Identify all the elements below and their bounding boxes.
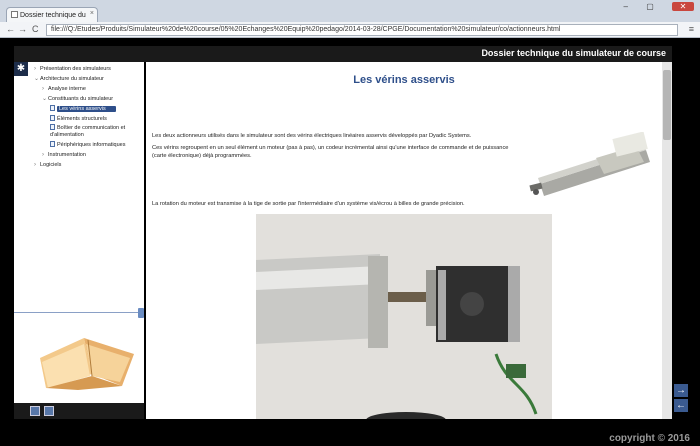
sidebar bbox=[14, 62, 144, 419]
open-book-image bbox=[32, 330, 142, 390]
sidebar-item-label: Analyse interne bbox=[48, 86, 86, 92]
sidebar-item-label: Les vérins asservis bbox=[57, 106, 116, 112]
sidebar-item[interactable] bbox=[14, 160, 138, 170]
chevron-icon[interactable]: › bbox=[42, 152, 44, 158]
close-tab-icon[interactable]: × bbox=[89, 10, 94, 17]
forward-icon[interactable]: → bbox=[18, 24, 27, 34]
sidebar-item[interactable] bbox=[14, 114, 138, 124]
sidebar-footer bbox=[14, 403, 144, 419]
back-icon[interactable]: ← bbox=[6, 24, 15, 34]
sidebar-item-label: Instrumentation bbox=[48, 152, 86, 158]
paragraph-composition: Ces vérins regroupent en un seul élément un moteur (pas à pas), un codeur incrémental ainsi qu'une interface de commande et de puissance (carte électronique) déjà programmées. bbox=[152, 145, 509, 159]
browser-tab[interactable] bbox=[6, 7, 98, 22]
page-navigation bbox=[674, 384, 688, 414]
chevron-icon[interactable]: ⌄ bbox=[42, 96, 48, 102]
tab-title: Dossier technique du bbox=[20, 12, 86, 19]
sidebar-item[interactable] bbox=[14, 104, 138, 114]
actuator-image bbox=[526, 132, 656, 202]
sidebar-item-label: Boîtier de communication et d'alimentation bbox=[50, 125, 126, 138]
document-icon bbox=[50, 124, 55, 130]
page-icon bbox=[11, 11, 18, 18]
chevron-icon[interactable]: ⌄ bbox=[34, 76, 40, 82]
document-icon bbox=[50, 141, 55, 147]
browser-toolbar bbox=[0, 22, 700, 38]
scroll-thumb[interactable] bbox=[663, 70, 671, 140]
sidebar-divider bbox=[14, 312, 144, 313]
sidebar-item[interactable] bbox=[14, 124, 138, 140]
sidebar-item-label: Constituants du simulateur bbox=[48, 96, 114, 102]
window-controls[interactable] bbox=[624, 2, 694, 11]
document-icon bbox=[50, 115, 55, 121]
sidebar-item[interactable] bbox=[14, 84, 138, 94]
sidebar-item[interactable] bbox=[14, 64, 138, 74]
main-content bbox=[146, 62, 662, 419]
home-icon[interactable] bbox=[44, 406, 54, 416]
sidebar-resize-handle[interactable] bbox=[138, 308, 144, 318]
content-scrollbar[interactable] bbox=[662, 62, 672, 419]
sidebar-item[interactable] bbox=[14, 150, 138, 160]
sidebar-item[interactable] bbox=[14, 74, 138, 84]
navigation-tree bbox=[14, 64, 138, 170]
document-icon bbox=[50, 105, 55, 111]
browser-titlebar bbox=[0, 0, 700, 22]
paragraph-intro: Les deux actionneurs utilisés dans le simulateur sont des vérins électriques linéaires asservis développés par Dyadic Systems. bbox=[152, 133, 472, 139]
sidebar-item-label: Périphériques informatiques bbox=[57, 142, 126, 148]
paragraph-transmission: La rotation du moteur est transmise à la tige de sortie par l'intermédiaire d'un système vis/écrou à billes de grande précision. bbox=[152, 201, 465, 207]
window-controls-minmax[interactable]: – ▢ bbox=[623, 2, 662, 11]
page-header-title: Dossier technique du simulateur de course bbox=[481, 48, 666, 58]
address-bar[interactable]: file:///Q:/Etudes/Produits/Simulateur%20de%20course/05%20Echanges%20Equip%20pedago/2014-03-28/CPGE/Documentation%20simulateur/co/actionneurs.html bbox=[46, 24, 678, 36]
window-close-button[interactable]: ✕ bbox=[672, 2, 694, 11]
chevron-icon[interactable]: › bbox=[42, 86, 44, 92]
menu-icon[interactable]: ≡ bbox=[688, 24, 694, 34]
sidebar-item[interactable] bbox=[14, 94, 138, 104]
reload-icon[interactable]: C bbox=[32, 24, 39, 34]
page-header bbox=[14, 46, 672, 62]
sidebar-item-label: Éléments structurels bbox=[57, 116, 107, 122]
star-icon: ✱ bbox=[14, 62, 28, 76]
page-title: Les vérins asservis bbox=[353, 74, 455, 86]
chevron-icon[interactable]: › bbox=[34, 162, 36, 168]
chevron-icon[interactable]: › bbox=[34, 66, 36, 72]
sidebar-item-label: Logiciels bbox=[40, 162, 62, 168]
previous-page-button[interactable]: ← bbox=[676, 400, 686, 411]
sidebar-item-label: Présentation des simulateurs bbox=[40, 66, 111, 72]
copyright-watermark: copyright © 2016 bbox=[609, 433, 690, 444]
motor-photo bbox=[256, 214, 552, 419]
print-icon[interactable] bbox=[30, 406, 40, 416]
page-viewport bbox=[0, 38, 700, 446]
sidebar-item-label: Architecture du simulateur bbox=[40, 76, 104, 82]
sidebar-item[interactable] bbox=[14, 140, 138, 150]
next-page-button[interactable]: → bbox=[676, 385, 686, 396]
